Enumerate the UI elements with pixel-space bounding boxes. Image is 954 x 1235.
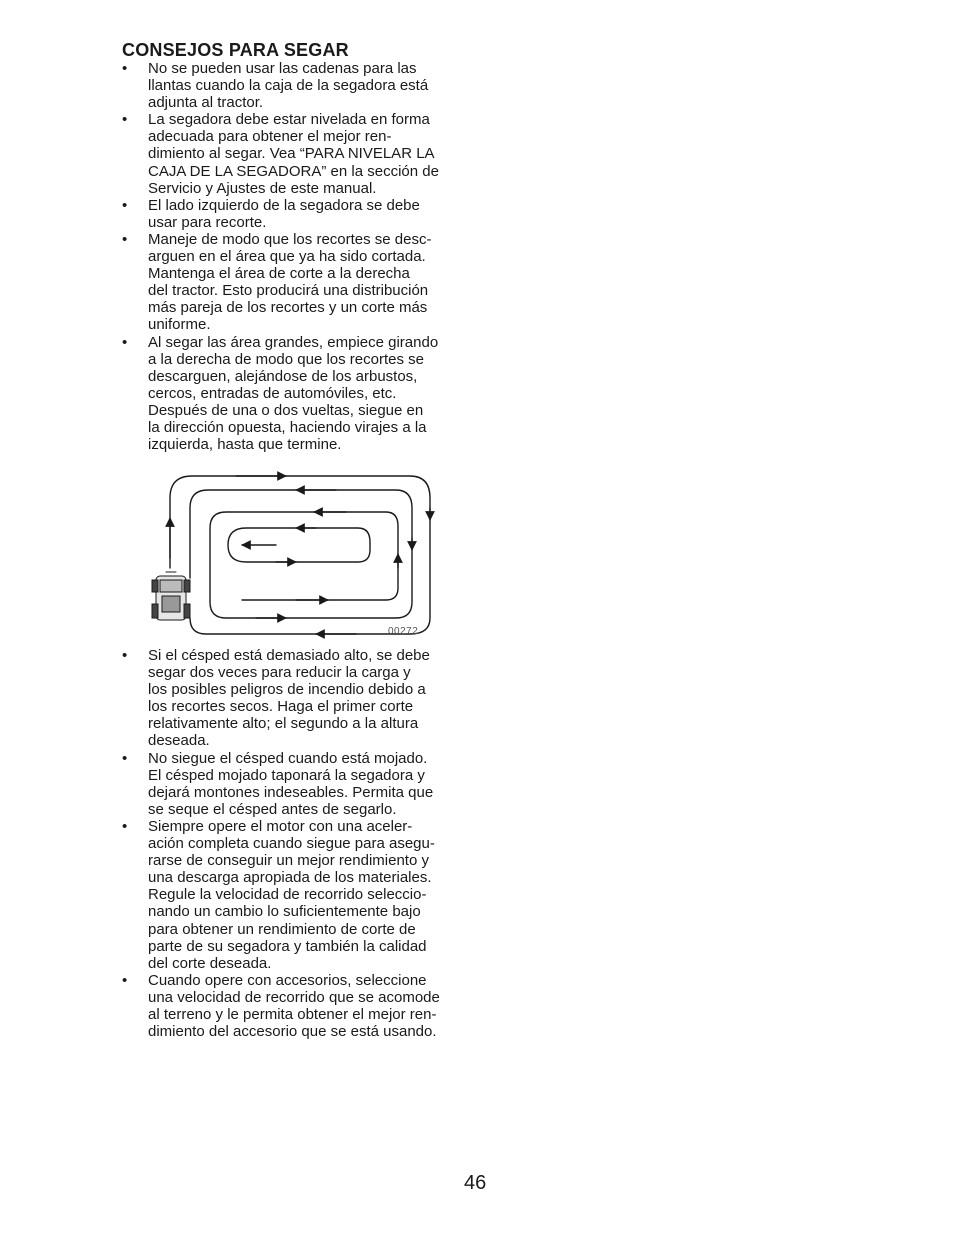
tip-text: La segadora debe estar nivelada en forma adecuada para obtener el mejor ren- dimiento al segar. Vea “PARA NIVELAR LA CAJA DE LA SEGADORA” en la sección de Servicio y Ajustes de este manual.	[148, 111, 439, 197]
tip-item	[122, 972, 472, 1040]
bullet: •	[122, 647, 128, 664]
bullet: •	[122, 333, 128, 351]
bullet: •	[122, 817, 128, 835]
tip-text: Maneje de modo que los recortes se desc- arguen en el área que ya ha sido cortada. Mantenga el área de corte a la derecha del tractor. Esto producirá una distribución más pareja de los recortes y un corte más uniforme.	[148, 230, 432, 334]
tip-text: Al segar las área grandes, empiece girando a la derecha de modo que los recortes se descarguen, alejándose de los arbustos, cercos, entradas de automóviles, etc. Después de una o dos vueltas, siegue en la dirección opuesta, haciendo virajes a la izquierda, hasta que termine.	[148, 333, 439, 454]
second-pass-path	[190, 490, 412, 618]
mowing-pattern-diagram	[146, 468, 446, 648]
tip-text: No se pueden usar las cadenas para las llantas cuando la caja de la segadora está adjunta al tractor.	[148, 60, 429, 112]
bullet: •	[122, 111, 128, 129]
tip-item	[122, 334, 472, 454]
section-title: CONSEJOS PARA SEGAR	[122, 40, 349, 60]
tip-text: Si el césped está demasiado alto, se debe segar dos veces para reducir la carga y los posibles peligros de incendio debido a los recortes secos. Haga el primer corte relativamente alto; el segundo a la altura deseada.	[148, 647, 430, 750]
tip-text: Cuando opere con accesorios, seleccione una velocidad de recorrido que se acomode al terreno y le permita obtener el mejor ren- dimiento del accesorio que se está usando.	[148, 971, 440, 1041]
tractor-icon	[152, 572, 190, 620]
tip-item	[122, 647, 472, 750]
bullet: •	[122, 196, 128, 214]
bullet: •	[122, 230, 128, 248]
mowing-tips-list-bottom	[122, 647, 472, 1040]
tip-item	[122, 750, 472, 818]
outer-pass-path	[170, 476, 430, 634]
page-number: 46	[464, 1172, 487, 1194]
bullet: •	[122, 60, 128, 77]
tip-text: El lado izquierdo de la segadora se debe usar para recorte.	[148, 196, 420, 231]
bullet: •	[122, 971, 128, 989]
tip-item	[122, 60, 472, 111]
tip-item	[122, 231, 472, 334]
tip-item	[122, 197, 472, 231]
bullet: •	[122, 749, 128, 767]
figure-label: 00272	[388, 626, 419, 637]
tip-text: Siempre opere el motor con una aceler- ación completa cuando siegue para asegu- rarse de conseguir un mejor rendimiento y una descarga apropiada de los materiales. Regule la velocidad de recorrido seleccio- nando un cambio lo suficientemente bajo para obtener un rendimiento de corte de parte de su segadora y también la calidad del corte deseada.	[148, 817, 435, 972]
tip-text: No siegue el césped cuando está mojado. El césped mojado taponará la segadora y dejará montones indeseables. Permita que se seque el césped antes de segarlo.	[148, 749, 434, 818]
tip-item	[122, 111, 472, 196]
mowing-tips-list-top	[122, 60, 472, 453]
tip-item	[122, 818, 472, 972]
